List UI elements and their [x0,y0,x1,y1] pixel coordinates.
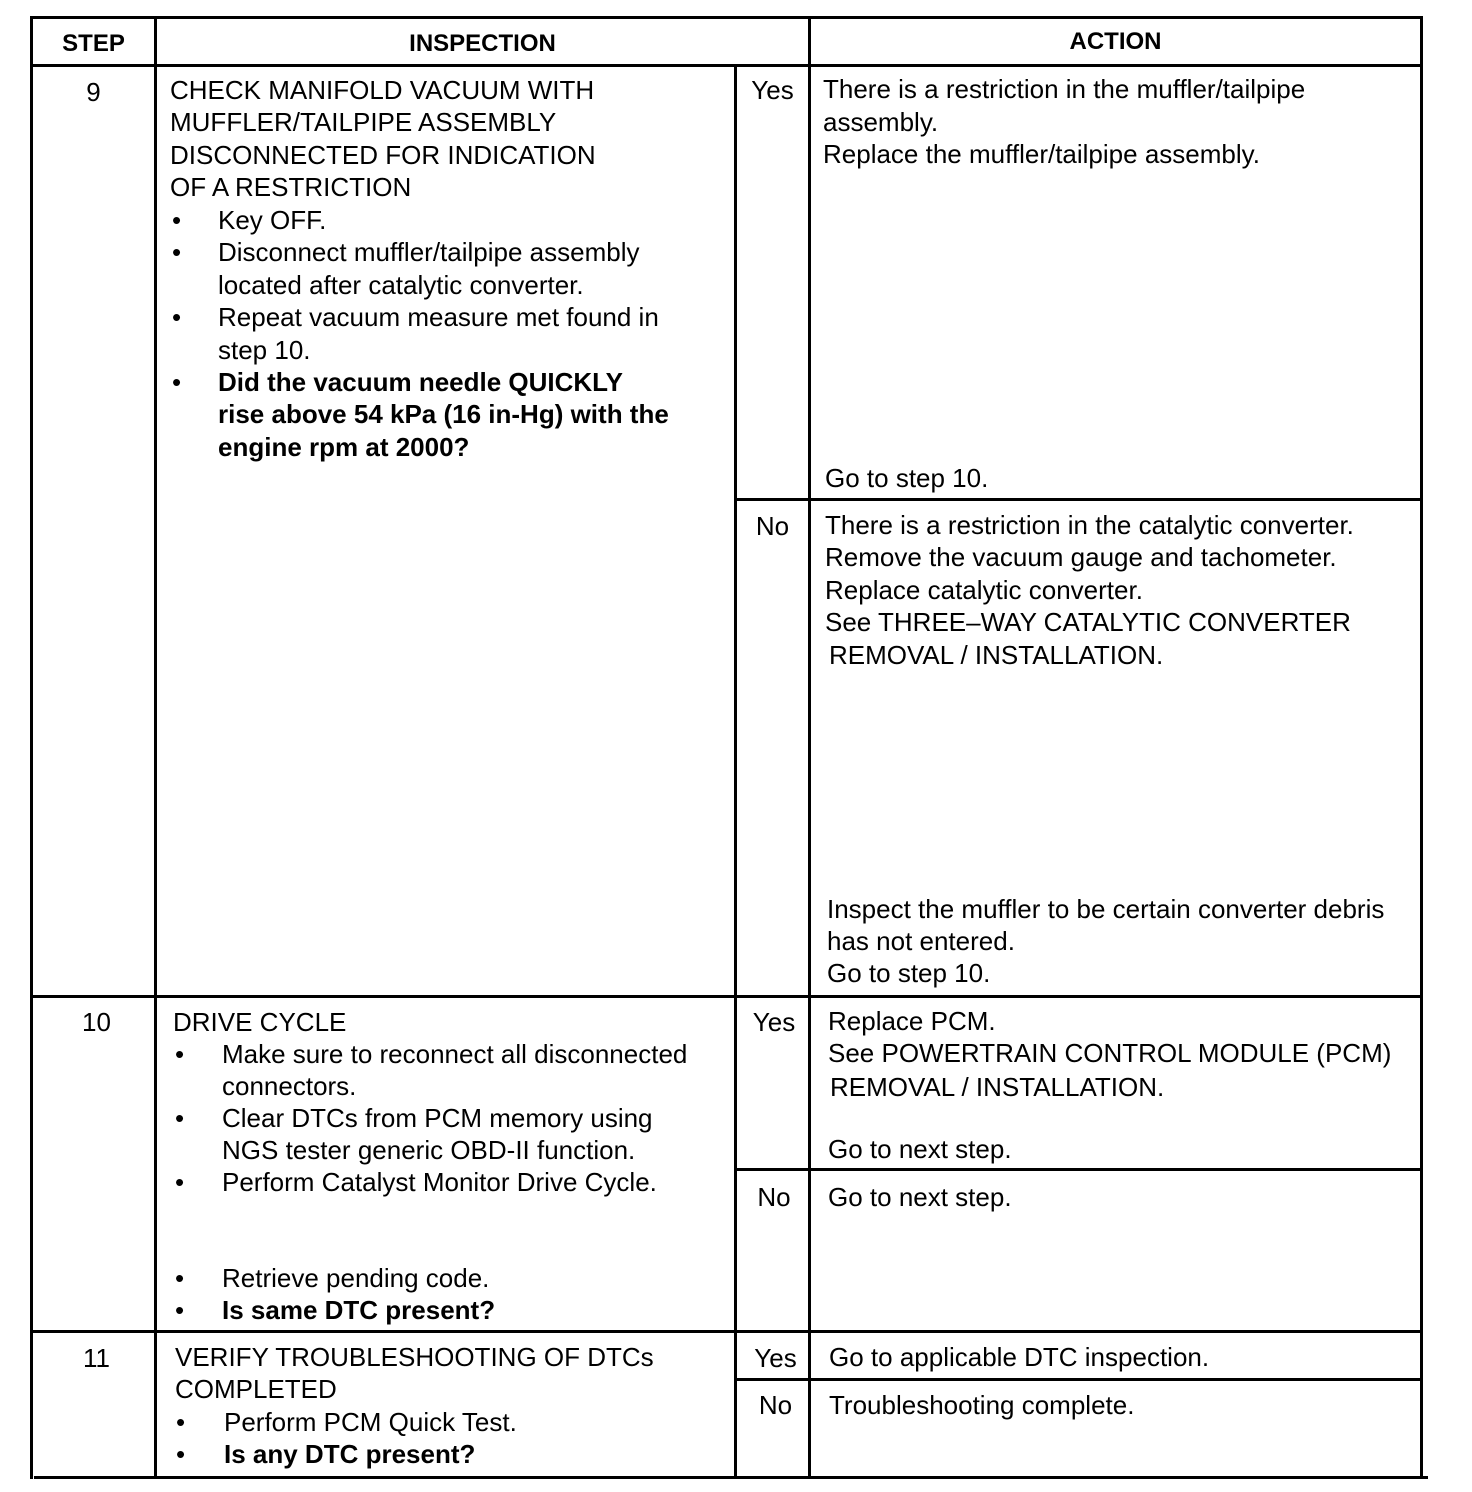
bullet-text: located after catalytic converter. [218,270,584,300]
action-line: Replace PCM. [828,1006,996,1036]
header-action: ACTION [1069,28,1162,55]
goto-text: Go to next step. [828,1182,1012,1212]
action-line: There is a restriction in the catalytic converter. [825,510,1354,540]
bullet-icon: • [175,1263,185,1293]
col-divider-step [154,16,157,1479]
title-line: CHECK MANIFOLD VACUUM WITH [170,75,595,105]
no-label: No [758,1390,793,1420]
header-inspection: INSPECTION [409,30,556,57]
bullet-text: Perform PCM Quick Test. [224,1407,517,1437]
bullet-text: Repeat vacuum measure met found in [218,302,659,332]
action-line: Remove the vacuum gauge and tachometer. [825,542,1337,572]
table-border-bottom [34,1476,1428,1479]
table-border-left [30,16,33,1479]
bullet-icon: • [175,1103,185,1133]
action-line: Replace catalytic converter. [825,575,1143,605]
title-line: OF A RESTRICTION [170,172,412,202]
action-line: has not entered. [827,926,1015,956]
title-line: VERIFY TROUBLESHOOTING OF DTCs [175,1342,654,1372]
title-line: DRIVE CYCLE [173,1007,347,1037]
action-line: REMOVAL / INSTALLATION. [830,1072,1165,1102]
bullet-text: Disconnect muffler/tailpipe assembly [218,237,640,267]
no-label: No [757,1182,791,1212]
bullet-icon: • [175,1295,185,1325]
bullet-text: Perform Catalyst Monitor Drive Cycle. [222,1167,657,1197]
title-line: DISCONNECTED FOR INDICATION [170,140,596,170]
row10-yes-no-divider [734,1168,1422,1171]
bullet-text: NGS tester generic OBD-II function. [222,1135,636,1165]
row9-yes-no-divider [734,498,1422,501]
bullet-question: engine rpm at 2000? [218,432,470,462]
bullet-icon: • [175,1039,185,1069]
header-step: STEP [62,30,125,57]
goto-text: Go to step 10. [825,463,989,493]
step-number: 11 [83,1343,110,1373]
action-line: Inspect the muffler to be certain converter debris [827,894,1385,924]
col-divider-yesno [734,66,737,1479]
action-line: See THREE–WAY CATALYTIC CONVERTER [825,607,1351,637]
row-divider-9-10 [30,995,1422,998]
table-border-right [1420,16,1423,1479]
bullet-question: Is any DTC present? [224,1439,476,1469]
step-number: 10 [82,1007,111,1037]
bullet-icon: • [175,1167,185,1197]
table-border-top [30,16,1422,19]
bullet-icon: • [172,205,182,235]
bullet-question: rise above 54 kPa (16 in-Hg) with the [218,399,669,429]
goto-text: Go to step 10. [827,958,991,988]
action-line: See POWERTRAIN CONTROL MODULE (PCM) [828,1038,1392,1068]
bullet-icon: • [176,1407,186,1437]
bullet-icon: • [172,367,182,397]
bullet-icon: • [172,302,182,332]
row11-yes-no-divider [734,1378,1422,1381]
bullet-question: Did the vacuum needle QUICKLY [218,367,624,397]
bullet-text: Make sure to reconnect all disconnected [222,1039,688,1069]
yes-label: Yes [751,75,794,105]
action-line: REMOVAL / INSTALLATION. [829,640,1164,670]
action-line: Troubleshooting complete. [829,1390,1135,1420]
bullet-icon: • [176,1439,186,1469]
bullet-text: Retrieve pending code. [222,1263,490,1293]
bullet-text: step 10. [218,335,311,365]
title-line: COMPLETED [175,1374,337,1404]
bullet-icon: • [172,237,182,267]
goto-text: Go to next step. [828,1134,1012,1164]
bullet-question: Is same DTC present? [222,1295,496,1325]
bullet-text: Clear DTCs from PCM memory using [222,1103,653,1133]
row-divider-10-11 [30,1330,1422,1333]
step-number: 9 [86,77,101,107]
title-line: MUFFLER/TAILPIPE ASSEMBLY [170,107,557,137]
action-line: Replace the muffler/tailpipe assembly. [823,139,1260,169]
yes-label: Yes [752,1007,796,1037]
no-label: No [755,511,790,541]
bullet-text: connectors. [222,1071,357,1101]
header-divider [30,64,1422,67]
bullet-text: Key OFF. [218,205,327,235]
goto-text: Go to applicable DTC inspection. [829,1342,1210,1372]
yes-label: Yes [754,1343,797,1373]
action-line: There is a restriction in the muffler/tailpipe [823,74,1306,104]
col-divider-action [808,16,811,1479]
action-line: assembly. [823,107,939,137]
